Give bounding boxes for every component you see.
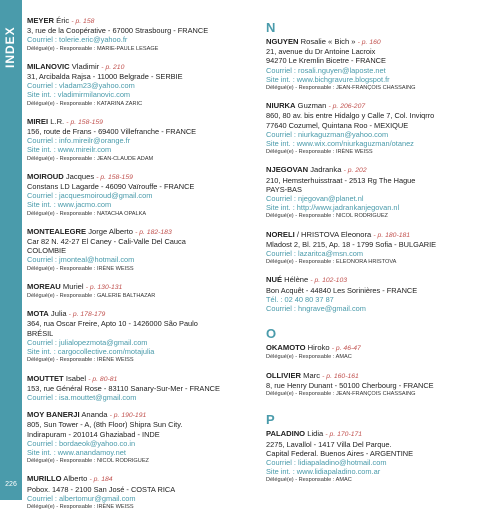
entry-responsible: Délégué(e) - Responsable : NICOL RODRIGUEZ	[27, 458, 149, 465]
index-entry	[27, 117, 257, 164]
entry-address: Constans LD Lagarde - 46090 Vaïrouffe - FRANCE	[27, 182, 195, 192]
entry-address: 153, rue Général Rose - 83110 Sanary-Sur-Mer - FRANCE	[27, 383, 220, 393]
entry-contact-link[interactable]: Courriel : isa.mouttet@gmail.com	[27, 392, 137, 402]
entry-pages: - p. 206-207	[328, 103, 366, 111]
entry-name	[266, 37, 496, 47]
entry-contact-link[interactable]: Site int. : www.lidiapaladino.com.ar	[266, 467, 381, 477]
entry-firstname: Vladimir	[71, 61, 100, 71]
entry-address: 364, rua Oscar Freire, Apto 10 - 1426000 São Paulo	[27, 319, 198, 329]
index-entry	[27, 227, 257, 274]
index-entry	[27, 16, 257, 54]
entry-surname: NJEGOVAN	[266, 165, 309, 175]
entry-name	[266, 429, 496, 439]
entry-address: 805, Sun Tower - A, (8th Floor) Shipra Sun City.	[27, 420, 183, 430]
entry-contact-link[interactable]: Courriel : tolerie.eric@yahoo.fr	[27, 35, 128, 45]
entry-pages: - p. 190-191	[109, 412, 147, 420]
entry-responsible: Délégué(e) - Responsable : IRÈNE WEISS	[266, 149, 373, 156]
entry-surname: MILANOVIC	[27, 61, 70, 71]
entry-name	[27, 227, 257, 237]
entry-contact-link[interactable]: Courriel : lazaritca@msn.com	[266, 249, 364, 259]
entry-surname: MOUTTET	[27, 373, 64, 383]
section-letter-o: O	[266, 326, 277, 342]
entry-pages: - p. 158-159	[96, 173, 133, 181]
entry-firstname: Éric	[56, 16, 70, 25]
entry-firstname: Rosalie « Bich »	[300, 37, 356, 46]
entry-responsible: Délégué(e) - Responsable : AMAC	[266, 477, 352, 484]
index-entry	[266, 37, 496, 93]
entry-address: 860, 80 av. bis entre Hidalgo y Calle 7, Col. Inviqrro	[266, 111, 435, 121]
index-entry	[27, 410, 257, 466]
entry-responsible: Délégué(e) - Responsable : ELEONORA HRISTOVA	[266, 259, 397, 266]
entry-address: 21, avenue du Dr Antoine Lacroix	[266, 47, 376, 57]
left-column	[27, 16, 257, 520]
entry-pages: - p. 158-159	[66, 118, 103, 126]
index-entry	[266, 230, 496, 268]
page-number: 226	[5, 481, 17, 488]
entry-address: 8, rue Henry Dunant - 50100 Cherbourg - FRANCE	[266, 380, 434, 390]
index-entry	[266, 343, 496, 362]
entry-pages: - p. 158	[71, 18, 95, 25]
entry-contact-link[interactable]: Courriel : bordaeok@yahoo.co.in	[27, 438, 136, 448]
index-entry	[266, 101, 496, 157]
entry-address: Bon Acquêt - 44840 Les Sorinières - FRANCE	[266, 285, 418, 295]
entry-contact-link[interactable]: Courriel : albertomur@gmail.com	[27, 493, 136, 503]
entry-contact-link[interactable]: Site int. : www.wix.com/niurkaguzman/otanez	[266, 139, 414, 149]
entry-address: Indirapuram - 201014 Ghaziabad - INDE	[27, 429, 160, 439]
entry-pages: - p. 46-47	[331, 345, 361, 353]
entry-contact-link[interactable]: Courriel : jmonteal@hotmail.com	[27, 255, 135, 265]
entry-surname: MOIROUD	[27, 171, 64, 181]
entry-responsible: Délégué(e) - Responsable : NATACHA OPALKA	[27, 210, 147, 217]
entry-name	[27, 309, 257, 319]
index-entry	[266, 429, 496, 485]
entry-responsible: Délégué(e) - Responsable : JEAN-CLAUDE ADAM	[27, 155, 154, 162]
entry-address: 3, rue de la Coopérative - 67000 Strasbourg - FRANCE	[27, 26, 209, 36]
entry-firstname: Marc	[303, 370, 321, 380]
entry-firstname: Jorge Alberto	[88, 226, 133, 236]
index-entry	[27, 282, 257, 301]
entry-responsible: Délégué(e) - Responsable : NICOL RODRIGUEZ	[266, 213, 388, 220]
entry-surname: MIREI	[27, 116, 49, 126]
entry-contact-link[interactable]: Courriel : hngrave@gmail.com	[266, 304, 366, 314]
entry-address: 77640 Cozumel, Quintana Roo - MEXIQUE	[266, 120, 409, 130]
index-entry	[27, 62, 257, 109]
index-title: INDEX	[3, 26, 17, 68]
entry-name	[27, 374, 257, 384]
entry-pages: - p. 160-161	[322, 372, 359, 380]
entry-responsible: Délégué(e) - Responsable : JEAN-FRANÇOIS CHASSAING	[266, 391, 416, 398]
entry-address: BRÉSIL	[27, 328, 54, 338]
entry-firstname: / HRISTOVA Eleonora	[296, 229, 372, 239]
entry-address: 31, Arcibalda Rajsa - 11000 Belgrade - SERBIE	[27, 72, 183, 82]
entry-firstname: Alberto	[63, 474, 88, 484]
entry-surname: NIURKA	[266, 101, 296, 111]
entry-contact-link[interactable]: Site int. : www.jacmo.com	[27, 200, 112, 210]
entry-address: Pobox. 1478 - 2100 San José - COSTA RICA	[27, 484, 176, 494]
index-entry	[27, 474, 257, 512]
index-entry	[27, 172, 257, 219]
entry-contact-link[interactable]: Site int. : cargocollective.com/motajulia	[27, 347, 155, 357]
entry-surname: NUÉ	[266, 275, 283, 285]
entry-pages: - p. 130-131	[85, 283, 123, 291]
entry-pages: - p. 80-81	[88, 375, 118, 383]
entry-firstname: Muriel	[62, 281, 84, 291]
entry-pages: - p. 180-181	[373, 231, 411, 239]
entry-address: Capital Federal. Buenos Aires - ARGENTINE	[266, 448, 414, 458]
entry-firstname: Isabel	[65, 373, 87, 383]
entry-contact-link[interactable]: Courriel : lidiapaladino@hotmail.com	[266, 457, 387, 467]
entry-responsible: Délégué(e) - Responsable : MARIE-PAULE LESAGE	[27, 45, 159, 52]
section-letter-n: N	[266, 20, 276, 35]
entry-pages: - p. 182-183	[135, 228, 172, 236]
index-entry	[266, 275, 496, 313]
entry-responsible: Délégué(e) - Responsable : KATARINA ZARIC	[27, 100, 143, 107]
entry-contact-link[interactable]: Courriel : info.mireilr@orange.fr	[27, 136, 131, 146]
entry-contact-link[interactable]: Site int. : http://www.jadrankanjegovan.nl	[266, 203, 400, 213]
entry-surname: MOTA	[27, 309, 49, 319]
entry-name	[266, 275, 496, 285]
entry-surname: MONTEALEGRE	[27, 226, 87, 236]
entry-pages: - p. 184	[89, 476, 113, 484]
entry-responsible: Délégué(e) - Responsable : IRÈNE WEISS	[27, 265, 134, 272]
entry-surname: NGUYEN	[266, 37, 299, 46]
entry-pages: - p. 102-103	[310, 277, 348, 285]
entry-surname: MEYER	[27, 16, 55, 25]
entry-firstname: Jadranka	[310, 165, 342, 175]
entry-pages: - p. 178-179	[68, 311, 106, 319]
entry-name	[27, 282, 257, 292]
entry-responsible: Délégué(e) - Responsable : IRÈNE WEISS	[27, 357, 134, 364]
entry-surname: MOREAU	[27, 281, 61, 291]
entry-surname: PALADINO	[266, 429, 306, 439]
right-column	[266, 17, 496, 494]
entry-responsible: Délégué(e) - Responsable : GALERIE BALTHAZAR	[27, 293, 156, 300]
entry-contact-link[interactable]: Courriel : njegovan@planet.nl	[266, 194, 364, 204]
entry-surname: MURILLO	[27, 474, 62, 484]
entry-address: 156, route de Frans - 69400 Villefranche - FRANCE	[27, 127, 197, 137]
entry-contact-link[interactable]: Courriel : julialopezmota@gmail.com	[27, 337, 148, 347]
index-entry	[266, 371, 496, 400]
entry-contact-link[interactable]: Site int. : www.mireilr.com	[27, 145, 112, 155]
entry-contact-link[interactable]: Courriel : niurkaguzman@yahoo.com	[266, 129, 389, 139]
entry-pages: - p. 170-171	[325, 431, 363, 439]
index-entry	[266, 165, 496, 221]
entry-pages: - p. 210	[101, 63, 125, 71]
entry-name	[27, 172, 257, 182]
entry-contact-link[interactable]: Site int. : vladimirmilanovic.com	[27, 90, 131, 100]
entry-name	[27, 16, 257, 26]
sidebar	[0, 0, 22, 500]
entry-name	[27, 62, 257, 72]
entry-contact-link[interactable]: Courriel : jacquesmoiroud@gmail.com	[27, 191, 153, 201]
entry-firstname: L.R.	[50, 116, 65, 126]
entry-surname: OKAMOTO	[266, 343, 306, 353]
entry-address: PAYS-BAS	[266, 184, 302, 194]
entry-name	[27, 474, 257, 484]
entry-firstname: Guzman	[297, 101, 327, 111]
entry-name	[266, 101, 496, 111]
entry-responsible: Délégué(e) - Responsable : JEAN-FRANÇOIS CHASSAING	[266, 85, 416, 92]
entry-contact-link[interactable]: Tél. : 02 40 80 37 87	[266, 294, 334, 304]
entry-surname: NORELI	[266, 229, 295, 239]
entry-name	[27, 410, 257, 420]
index-entry	[27, 309, 257, 365]
entry-address: COLOMBIE	[27, 246, 67, 256]
entry-firstname: Hiroko	[307, 343, 330, 353]
entry-contact-link[interactable]: Courriel : rosali.nguyen@laposte.net	[266, 65, 386, 75]
entry-responsible: Délégué(e) - Responsable : IRÈNE WEISS	[27, 503, 134, 510]
entry-responsible: Délégué(e) - Responsable : AMAC	[266, 354, 352, 361]
entry-pages: - p. 160	[357, 39, 381, 46]
entry-firstname: Julia	[50, 309, 67, 319]
entry-address: 210, Hemsterhuisstraat - 2513 Rg The Hague	[266, 175, 416, 185]
entry-surname: OLLIVIER	[266, 370, 302, 380]
entry-firstname: Lidia	[307, 429, 324, 439]
entry-surname: MOY BANERJI	[27, 410, 80, 420]
section-letter-p: P	[266, 412, 275, 428]
entry-contact-link[interactable]: Courriel : vladam23@yahoo.com	[27, 81, 135, 91]
entry-name	[266, 371, 496, 381]
entry-name	[266, 230, 496, 240]
entry-name	[27, 117, 257, 127]
entry-contact-link[interactable]: Site int. : www.bichgravure.blogspot.fr	[266, 74, 390, 84]
entry-address: 94270 Le Kremlin Bicetre - FRANCE	[266, 56, 386, 66]
entry-address: 2275, Lavallol - 1417 Villa Del Parque.	[266, 439, 392, 449]
index-entry	[27, 374, 257, 403]
entry-name	[266, 165, 496, 175]
entry-address: Mladost 2, Bl. 215, Ap. 18 - 1799 Sofia - BULGARIE	[266, 239, 437, 249]
entry-name	[266, 343, 496, 353]
entry-address: Car 82 N. 42-27 El Caney - Cali-Valle Del Cauca	[27, 237, 186, 247]
entry-firstname: Hélène	[284, 275, 309, 285]
entry-pages: - p. 202	[343, 167, 367, 175]
entry-contact-link[interactable]: Site int. : www.anandamoy.net	[27, 447, 126, 457]
entry-firstname: Ananda	[81, 410, 108, 420]
entry-firstname: Jacques	[65, 171, 95, 181]
